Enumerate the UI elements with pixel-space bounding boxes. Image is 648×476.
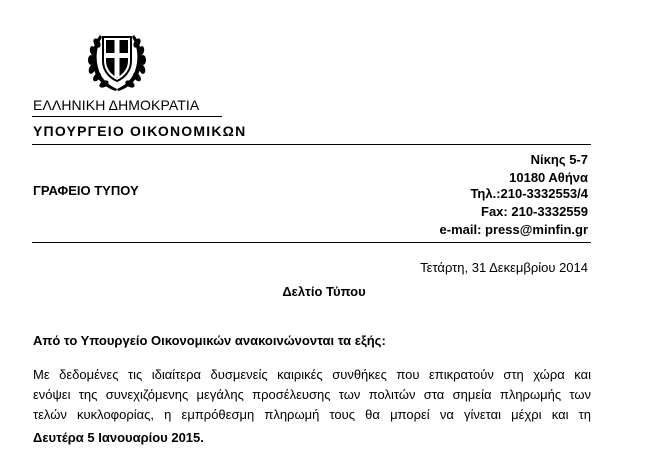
divider [32,144,591,145]
email-address: e-mail: press@minfin.gr [439,222,588,237]
greek-coat-of-arms-icon [86,27,148,93]
address-street: Νίκης 5-7 [530,152,588,167]
body-line: τελών κυκλοφορίας, η εμπρόθεσμη πληρωμή τους θα μπορεί να γίνεται μέχρι και τη [33,407,591,422]
release-date: Τετάρτη, 31 Δεκεμβρίου 2014 [420,260,588,275]
body-line: Με δεδομένες τις ιδιαίτερα δυσμενείς καιρικές συνθήκες που επικρατούν στη χώρα και [33,367,591,382]
press-office-label: ΓΡΑΦΕΙΟ ΤΥΠΟΥ [33,183,139,198]
address-city: 10180 Αθήνα [509,170,588,185]
document-title: Δελτίο Τύπου [282,284,366,299]
republic-name: ΕΛΛΗΝΙΚΗ ΔΗΜΟΚΡΑΤΙΑ [33,97,200,113]
release-heading: Από το Υπουργείο Οικονομικών ανακοινώνονται τα εξής: [33,333,386,348]
body-line: ενόψει της συνεχιζόμενης μεγάλης προσέλευσης των πολιτών στα σημεία πληρωμής των [33,387,591,402]
ministry-name: ΥΠΟΥΡΓΕΙΟ ΟΙΚΟΝΟΜΙΚΩΝ [33,123,247,139]
fax-number: Fax: 210-3332559 [481,204,588,219]
divider [32,242,591,243]
divider [32,116,222,117]
body-line-date: Δευτέρα 5 Ιανουαρίου 2015. [33,430,204,445]
phone-number: Τηλ.:210-3332553/4 [470,186,588,201]
